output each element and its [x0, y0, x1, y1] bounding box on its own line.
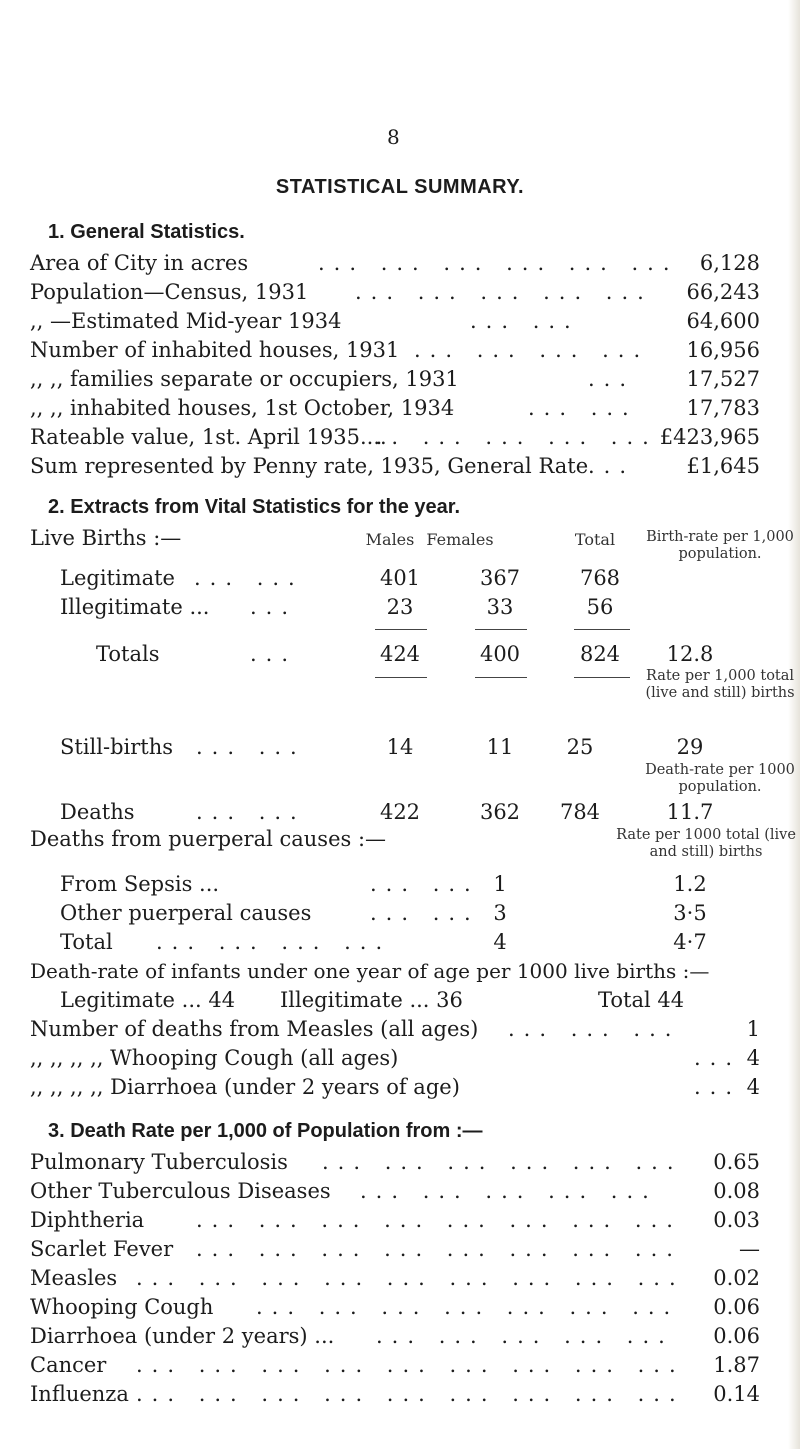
- deaths-females: 362: [479, 800, 521, 824]
- stillbirths-label: Still-births: [60, 735, 174, 759]
- leader-dots: ... ... ... ... ... ... ... ...: [196, 1237, 682, 1261]
- live-births-label: Live Births :—: [30, 526, 182, 550]
- leader-dots: ... ...: [194, 566, 304, 590]
- puerperal-row-label: Other puerperal causes: [60, 901, 312, 925]
- illegitimate-label: Illegitimate ...: [60, 595, 210, 619]
- totals-total: 824: [579, 642, 621, 666]
- stillbirths-females: 11: [486, 735, 514, 759]
- leader-dots: ... ...: [196, 800, 306, 824]
- sum-rule: [475, 677, 527, 678]
- death-rate-header: Death-rate per 1000 population.: [645, 762, 795, 795]
- death-rate-row-label: Pulmonary Tuberculosis: [30, 1150, 288, 1174]
- section-2-heading: 2. Extracts from Vital Statistics for the year.: [48, 496, 461, 518]
- leader-dots: ... ...: [370, 901, 480, 925]
- section-3-heading: 3. Death Rate per 1,000 of Population from :—: [48, 1120, 483, 1142]
- general-row-value: 66,243: [686, 280, 760, 304]
- general-row-label: Rateable value, 1st. April 1935 ...: [30, 425, 387, 449]
- infant-deathrate-line: Death-rate of infants under one year of age per 1000 live births :—: [30, 959, 710, 983]
- sum-rule: [375, 677, 427, 678]
- leader-dots: ... ... ... ... ...: [376, 1324, 674, 1348]
- page-edge-shadow: [788, 0, 800, 1449]
- puerperal-row-rate: 3·5: [673, 901, 707, 925]
- leader-dots: ...: [694, 1075, 742, 1099]
- deaths-from-value: 4: [746, 1046, 760, 1070]
- legitimate-label: Legitimate: [60, 566, 175, 590]
- page-number: 8: [387, 125, 400, 149]
- death-rate-row-label: Measles: [30, 1266, 118, 1290]
- general-row-value: £1,645: [686, 454, 760, 478]
- legitimate-total: 768: [579, 566, 621, 590]
- leader-dots: ...: [588, 454, 636, 478]
- deaths-males: 422: [379, 800, 421, 824]
- leader-dots: ... ... ... ... ... ... ... ... ...: [136, 1382, 685, 1406]
- infant-illegitimate: Illegitimate ... 36: [280, 988, 463, 1012]
- leader-dots: ... ...: [196, 735, 306, 759]
- sum-rule: [475, 629, 527, 630]
- leader-dots: ... ... ... ... ...: [360, 425, 658, 449]
- leader-dots: ... ... ... ... ... ...: [318, 251, 679, 275]
- leader-dots: ...: [694, 1046, 742, 1070]
- puerperal-row-label: From Sepsis ...: [60, 872, 220, 896]
- leader-dots: ... ... ... ...: [156, 930, 392, 954]
- death-rate-row-value: 0.06: [713, 1324, 760, 1348]
- death-rate-row-value: —: [739, 1237, 760, 1261]
- col-males-header: Males: [365, 530, 415, 549]
- leader-dots: ... ... ... ... ...: [355, 280, 653, 304]
- leader-dots: ... ... ... ... ... ...: [322, 1150, 683, 1174]
- leader-dots: ... ... ... ... ... ... ... ... ...: [136, 1266, 685, 1290]
- deaths-label: Deaths: [60, 800, 135, 824]
- puerperal-row-label: Total: [60, 930, 113, 954]
- leader-dots: ... ... ... ... ... ... ... ...: [196, 1208, 682, 1232]
- totals-label: Totals: [96, 642, 160, 666]
- general-row-label: ,, —Estimated Mid-year 1934: [30, 309, 342, 333]
- totals-males: 424: [379, 642, 421, 666]
- death-rate-row-value: 1.87: [713, 1353, 760, 1377]
- leader-dots: ... ...: [470, 309, 580, 333]
- puerperal-row-value: 3: [493, 901, 507, 925]
- puerperal-row-rate: 1.2: [673, 872, 707, 896]
- puerperal-row-rate: 4·7: [673, 930, 707, 954]
- leader-dots: ... ... ...: [508, 1017, 681, 1041]
- general-row-value: 17,783: [686, 396, 760, 420]
- leader-dots: ...: [588, 367, 636, 391]
- leader-dots: ...: [250, 595, 298, 619]
- birth-rate-value: 12.8: [666, 642, 714, 666]
- stillbirth-rate-value: 29: [676, 735, 704, 759]
- death-rate-row-label: Diphtheria: [30, 1208, 145, 1232]
- leader-dots: ... ... ... ... ... ... ...: [256, 1295, 680, 1319]
- leader-dots: ... ...: [370, 872, 480, 896]
- general-row-label: Number of inhabited houses, 1931: [30, 338, 400, 362]
- totals-females: 400: [479, 642, 521, 666]
- sum-rule: [574, 629, 630, 630]
- deaths-from-value: 1: [746, 1017, 760, 1041]
- illegitimate-total: 56: [586, 595, 614, 619]
- general-row-value: 17,527: [686, 367, 760, 391]
- leader-dots: ... ... ... ...: [414, 338, 650, 362]
- death-rate-row-value: 0.02: [713, 1266, 760, 1290]
- col-females-header: Females: [426, 530, 494, 549]
- death-rate-row-label: Whooping Cough: [30, 1295, 214, 1319]
- puerperal-row-value: 1: [493, 872, 507, 896]
- sum-rule: [375, 629, 427, 630]
- illegitimate-males: 23: [386, 595, 414, 619]
- infant-legitimate: Legitimate ... 44: [60, 988, 236, 1012]
- leader-dots: ...: [250, 642, 298, 666]
- page-title: STATISTICAL SUMMARY.: [275, 176, 525, 198]
- puerperal-rate-header: Rate per 1000 total (live and still) births: [616, 827, 796, 860]
- leader-dots: ... ... ... ... ...: [360, 1179, 658, 1203]
- stillbirths-total: 25: [566, 735, 594, 759]
- deaths-from-label: Number of deaths from Measles (all ages): [30, 1017, 479, 1041]
- general-row-label: Population—Census, 1931: [30, 280, 309, 304]
- death-rate-row-value: 0.65: [713, 1150, 760, 1174]
- general-row-value: 6,128: [699, 251, 760, 275]
- col-total-header: Total: [574, 530, 616, 549]
- general-row-label: ,, ,, families separate or occupiers, 1931: [30, 367, 459, 391]
- death-rate-row-label: Influenza: [30, 1382, 129, 1406]
- general-row-value: 16,956: [686, 338, 760, 362]
- general-row-value: £423,965: [659, 425, 760, 449]
- leader-dots: ... ...: [528, 396, 638, 420]
- birth-rate-header: Birth-rate per 1,000 population.: [646, 529, 794, 562]
- death-rate-row-label: Diarrhoea (under 2 years) ...: [30, 1324, 335, 1348]
- legitimate-females: 367: [479, 566, 521, 590]
- general-row-value: 64,600: [686, 309, 760, 333]
- deaths-from-value: 4: [746, 1075, 760, 1099]
- stillbirths-males: 14: [386, 735, 414, 759]
- illegitimate-females: 33: [486, 595, 514, 619]
- death-rate-row-value: 0.14: [713, 1382, 760, 1406]
- deaths-total: 784: [559, 800, 601, 824]
- general-row-label: Area of City in acres: [30, 251, 249, 275]
- general-row-label: ,, ,, inhabited houses, 1st October, 1934: [30, 396, 455, 420]
- death-rate-row-label: Other Tuberculous Diseases: [30, 1179, 331, 1203]
- section-1-heading: 1. General Statistics.: [48, 221, 245, 243]
- sum-rule: [574, 677, 630, 678]
- legitimate-males: 401: [379, 566, 421, 590]
- leader-dots: ... ... ... ... ... ... ... ... ...: [136, 1353, 685, 1377]
- death-rate-row-label: Cancer: [30, 1353, 107, 1377]
- death-rate-row-value: 0.03: [713, 1208, 760, 1232]
- death-rate-value: 11.7: [666, 800, 714, 824]
- death-rate-row-value: 0.06: [713, 1295, 760, 1319]
- deaths-from-label: ,, ,, ,, ,, Whooping Cough (all ages): [30, 1046, 399, 1070]
- puerperal-heading: Deaths from puerperal causes :—: [30, 827, 387, 851]
- death-rate-row-value: 0.08: [713, 1179, 760, 1203]
- general-row-label: Sum represented by Penny rate, 1935, General Rate: [30, 454, 589, 478]
- stillbirth-rate-header: Rate per 1,000 total (live and still) births: [645, 668, 795, 701]
- infant-total: Total 44: [598, 988, 685, 1012]
- puerperal-row-value: 4: [493, 930, 507, 954]
- deaths-from-label: ,, ,, ,, ,, Diarrhoea (under 2 years of age): [30, 1075, 460, 1099]
- death-rate-row-label: Scarlet Fever: [30, 1237, 174, 1261]
